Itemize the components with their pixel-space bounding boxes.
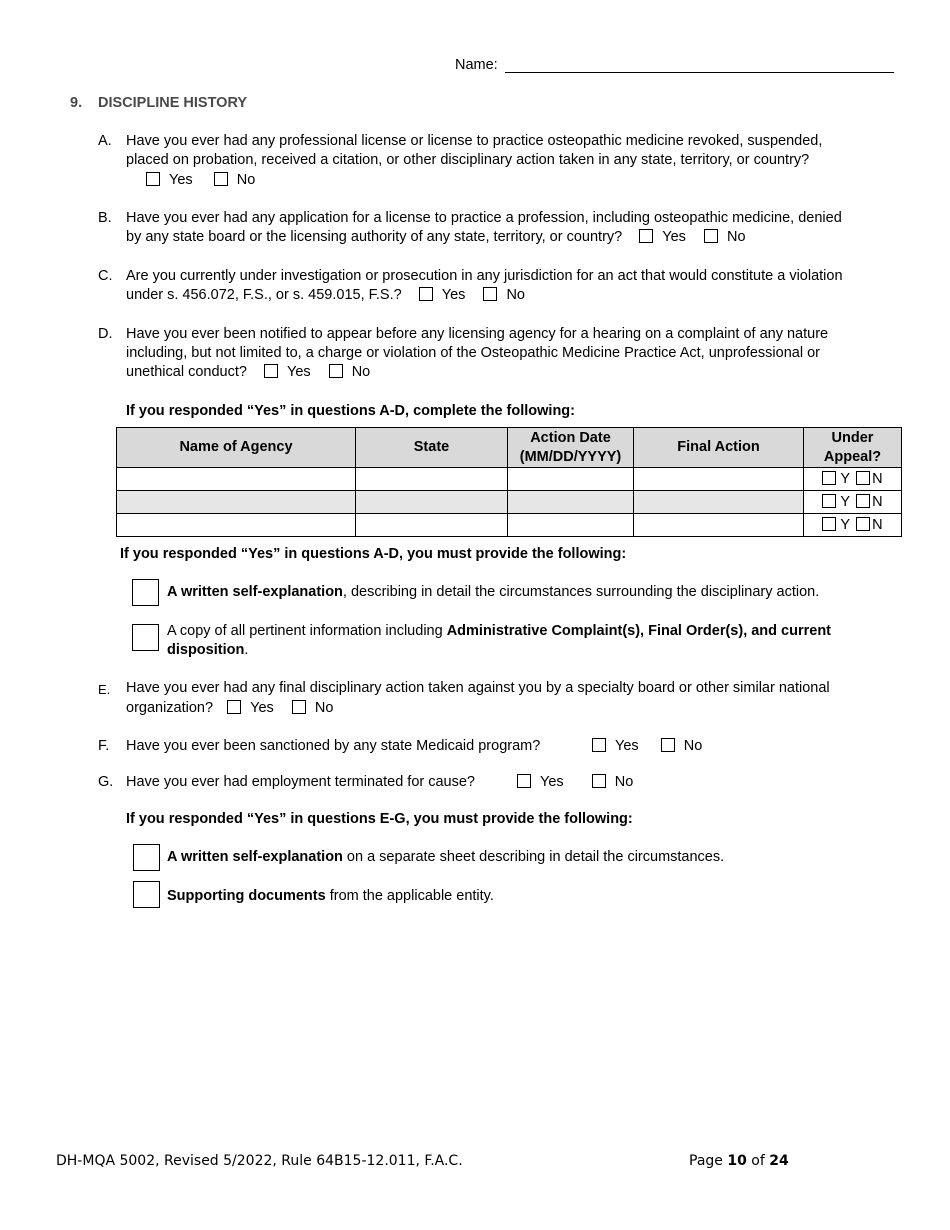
appeal-no-checkbox[interactable] [856, 471, 870, 485]
question-d-letter: D. [98, 326, 113, 342]
question-e-no-checkbox[interactable] [292, 700, 306, 714]
header-state: State [356, 428, 508, 468]
ad-documents-text-2 [167, 641, 248, 660]
eg-item2-bold: Supporting documents [167, 888, 326, 904]
ad-self-explanation-checkbox[interactable] [132, 579, 159, 606]
cell-final-action[interactable] [634, 514, 804, 537]
appeal-no-checkbox[interactable] [856, 517, 870, 531]
header-appeal-line2: Appeal? [823, 448, 882, 465]
n-label: N [872, 517, 883, 533]
no-label: No [351, 364, 371, 380]
question-f-no-checkbox[interactable] [661, 738, 675, 752]
no-label: No [683, 738, 703, 754]
question-d-no-checkbox[interactable] [329, 364, 343, 378]
eg-item2-rest: from the applicable entity. [325, 888, 494, 904]
appeal-yes-checkbox[interactable] [822, 494, 836, 508]
footer-total-pages: 24 [769, 1153, 789, 1169]
cell-state[interactable] [356, 514, 508, 537]
eg-item1-bold: A written self-explanation [167, 849, 343, 865]
ad-item2-bold2: disposition [167, 642, 245, 658]
yes-label: Yes [540, 774, 564, 790]
ad-documents-text-1 [167, 622, 831, 641]
header-action-date [508, 428, 634, 468]
eg-requirements-intro: If you responded “Yes” in questions E-G, you must provide the following: [126, 811, 633, 827]
section-title: DISCIPLINE HISTORY [98, 95, 248, 111]
question-c-text-1: Are you currently under investigation or prosecution in any jurisdiction for an act that would constitute a violation [126, 268, 843, 284]
eg-self-explanation-text [167, 848, 724, 867]
question-g-answer [517, 773, 633, 792]
question-a-no-checkbox[interactable] [214, 172, 228, 186]
ad-item2-bold1: Administrative Complaint(s), Final Order(s), and current [446, 623, 832, 639]
question-e-text-2-label: organization? [126, 700, 214, 716]
eg-supporting-docs-checkbox[interactable] [133, 881, 160, 908]
yes-label: Yes [286, 364, 311, 380]
table-intro: If you responded “Yes” in questions A-D, complete the following: [126, 403, 575, 419]
header-agency: Name of Agency [117, 428, 356, 468]
question-e-yes-checkbox[interactable] [227, 700, 241, 714]
question-e-letter: E. [98, 682, 111, 697]
n-label: N [872, 494, 883, 510]
cell-under-appeal [804, 468, 902, 491]
eg-self-explanation-checkbox[interactable] [133, 844, 160, 871]
question-f-yes-checkbox[interactable] [592, 738, 606, 752]
ad-item1-bold: A written self-explanation [167, 584, 343, 600]
question-c-text-2 [126, 286, 525, 305]
n-label: N [872, 471, 883, 487]
cell-under-appeal [804, 491, 902, 514]
cell-under-appeal [804, 514, 902, 537]
footer-form-id: DH-MQA 5002, Revised 5/2022, Rule 64B15-12.011, F.A.C. [56, 1153, 463, 1169]
header-action-date-line1: Action Date [530, 429, 611, 446]
ad-requirements-intro: If you responded “Yes” in questions A-D, you must provide the following: [120, 546, 627, 562]
y-label: Y [840, 517, 851, 533]
no-label: No [236, 172, 256, 188]
question-d-text-3 [126, 363, 370, 382]
cell-action-date[interactable] [508, 514, 634, 537]
name-label: Name: [455, 57, 498, 73]
question-a-letter: A. [98, 133, 112, 149]
cell-state[interactable] [356, 491, 508, 514]
question-d-text-1: Have you ever been notified to appear before any licensing agency for a hearing on a complaint of any nature [126, 326, 829, 342]
table-row [117, 491, 902, 514]
question-a-yes-checkbox[interactable] [146, 172, 160, 186]
question-a-text-1: Have you ever had any professional license or license to practice osteopathic medicine revoked, suspended, [126, 133, 823, 149]
question-g-letter: G. [98, 774, 114, 790]
cell-action-date[interactable] [508, 468, 634, 491]
question-d-yes-checkbox[interactable] [264, 364, 278, 378]
question-g-text: Have you ever had employment terminated for cause? [126, 774, 475, 790]
ad-item2-pre: A copy of all pertinent information including [167, 623, 447, 639]
table-row [117, 514, 902, 537]
question-b-text-2-label: by any state board or the licensing authority of any state, territory, or country? [126, 229, 623, 245]
question-a-answer [146, 171, 255, 190]
no-label: No [314, 700, 334, 716]
question-g-yes-checkbox[interactable] [517, 774, 531, 788]
ad-self-explanation-text [167, 583, 819, 602]
y-label: Y [840, 471, 851, 487]
discipline-history-table [116, 427, 902, 537]
y-label: Y [840, 494, 851, 510]
cell-agency[interactable] [117, 514, 356, 537]
cell-final-action[interactable] [634, 491, 804, 514]
question-g-no-checkbox[interactable] [592, 774, 606, 788]
ad-item1-rest: , describing in detail the circumstances surrounding the disciplinary action. [342, 584, 820, 600]
question-b-no-checkbox[interactable] [704, 229, 718, 243]
footer-of-word: of [751, 1153, 765, 1169]
question-c-yes-checkbox[interactable] [419, 287, 433, 301]
header-final-action: Final Action [634, 428, 804, 468]
cell-final-action[interactable] [634, 468, 804, 491]
question-f-text: Have you ever been sanctioned by any state Medicaid program? [126, 738, 541, 754]
footer-page-word: Page [689, 1153, 723, 1169]
eg-supporting-docs-text [167, 887, 494, 906]
ad-documents-checkbox[interactable] [132, 624, 159, 651]
footer-page-indicator [689, 1153, 789, 1169]
header-appeal-line1: Under [831, 429, 874, 446]
table-header-row [117, 428, 902, 468]
header-under-appeal [804, 428, 902, 468]
cell-action-date[interactable] [508, 491, 634, 514]
yes-label: Yes [615, 738, 639, 754]
question-c-text-2-label: under s. 456.072, F.S., or s. 459.015, F.S.? [126, 287, 402, 303]
eg-item1-rest: on a separate sheet describing in detail the circumstances. [342, 849, 725, 865]
yes-label: Yes [662, 229, 686, 245]
cell-agency[interactable] [117, 491, 356, 514]
yes-label: Yes [250, 700, 274, 716]
question-b-text-2 [126, 228, 746, 247]
yes-label: Yes [169, 172, 193, 188]
appeal-no-checkbox[interactable] [856, 494, 870, 508]
appeal-yes-checkbox[interactable] [822, 517, 836, 531]
question-a-text-2: placed on probation, received a citation, or other disciplinary action taken in any state, territory, or country? [126, 152, 810, 168]
yes-label: Yes [441, 287, 466, 303]
cell-state[interactable] [356, 468, 508, 491]
question-b-yes-checkbox[interactable] [639, 229, 653, 243]
no-label: No [614, 774, 634, 790]
question-f-answer [592, 737, 702, 756]
header-action-date-line2: (MM/DD/YYYY) [519, 448, 622, 465]
question-c-no-checkbox[interactable] [483, 287, 497, 301]
question-e-text-1: Have you ever had any final disciplinary action taken against you by a specialty board or other similar national [126, 680, 830, 696]
question-f-letter: F. [98, 738, 110, 754]
appeal-yes-checkbox[interactable] [822, 471, 836, 485]
cell-agency[interactable] [117, 468, 356, 491]
name-field[interactable] [505, 72, 894, 73]
section-number: 9. [70, 95, 83, 111]
footer-page-number: 10 [727, 1153, 747, 1169]
question-e-text-2 [126, 699, 333, 718]
question-b-text-1: Have you ever had any application for a license to practice a profession, including osteopathic medicine, denied [126, 210, 842, 226]
no-label: No [727, 229, 746, 245]
table-row [117, 468, 902, 491]
question-b-letter: B. [98, 210, 112, 226]
question-d-text-2: including, but not limited to, a charge or violation of the Osteopathic Medicine Practice Act, unprofessional or [126, 345, 820, 361]
no-label: No [506, 287, 525, 303]
question-d-text-3-label: unethical conduct? [126, 364, 247, 380]
question-c-letter: C. [98, 268, 113, 284]
ad-item2-end: . [244, 642, 249, 658]
